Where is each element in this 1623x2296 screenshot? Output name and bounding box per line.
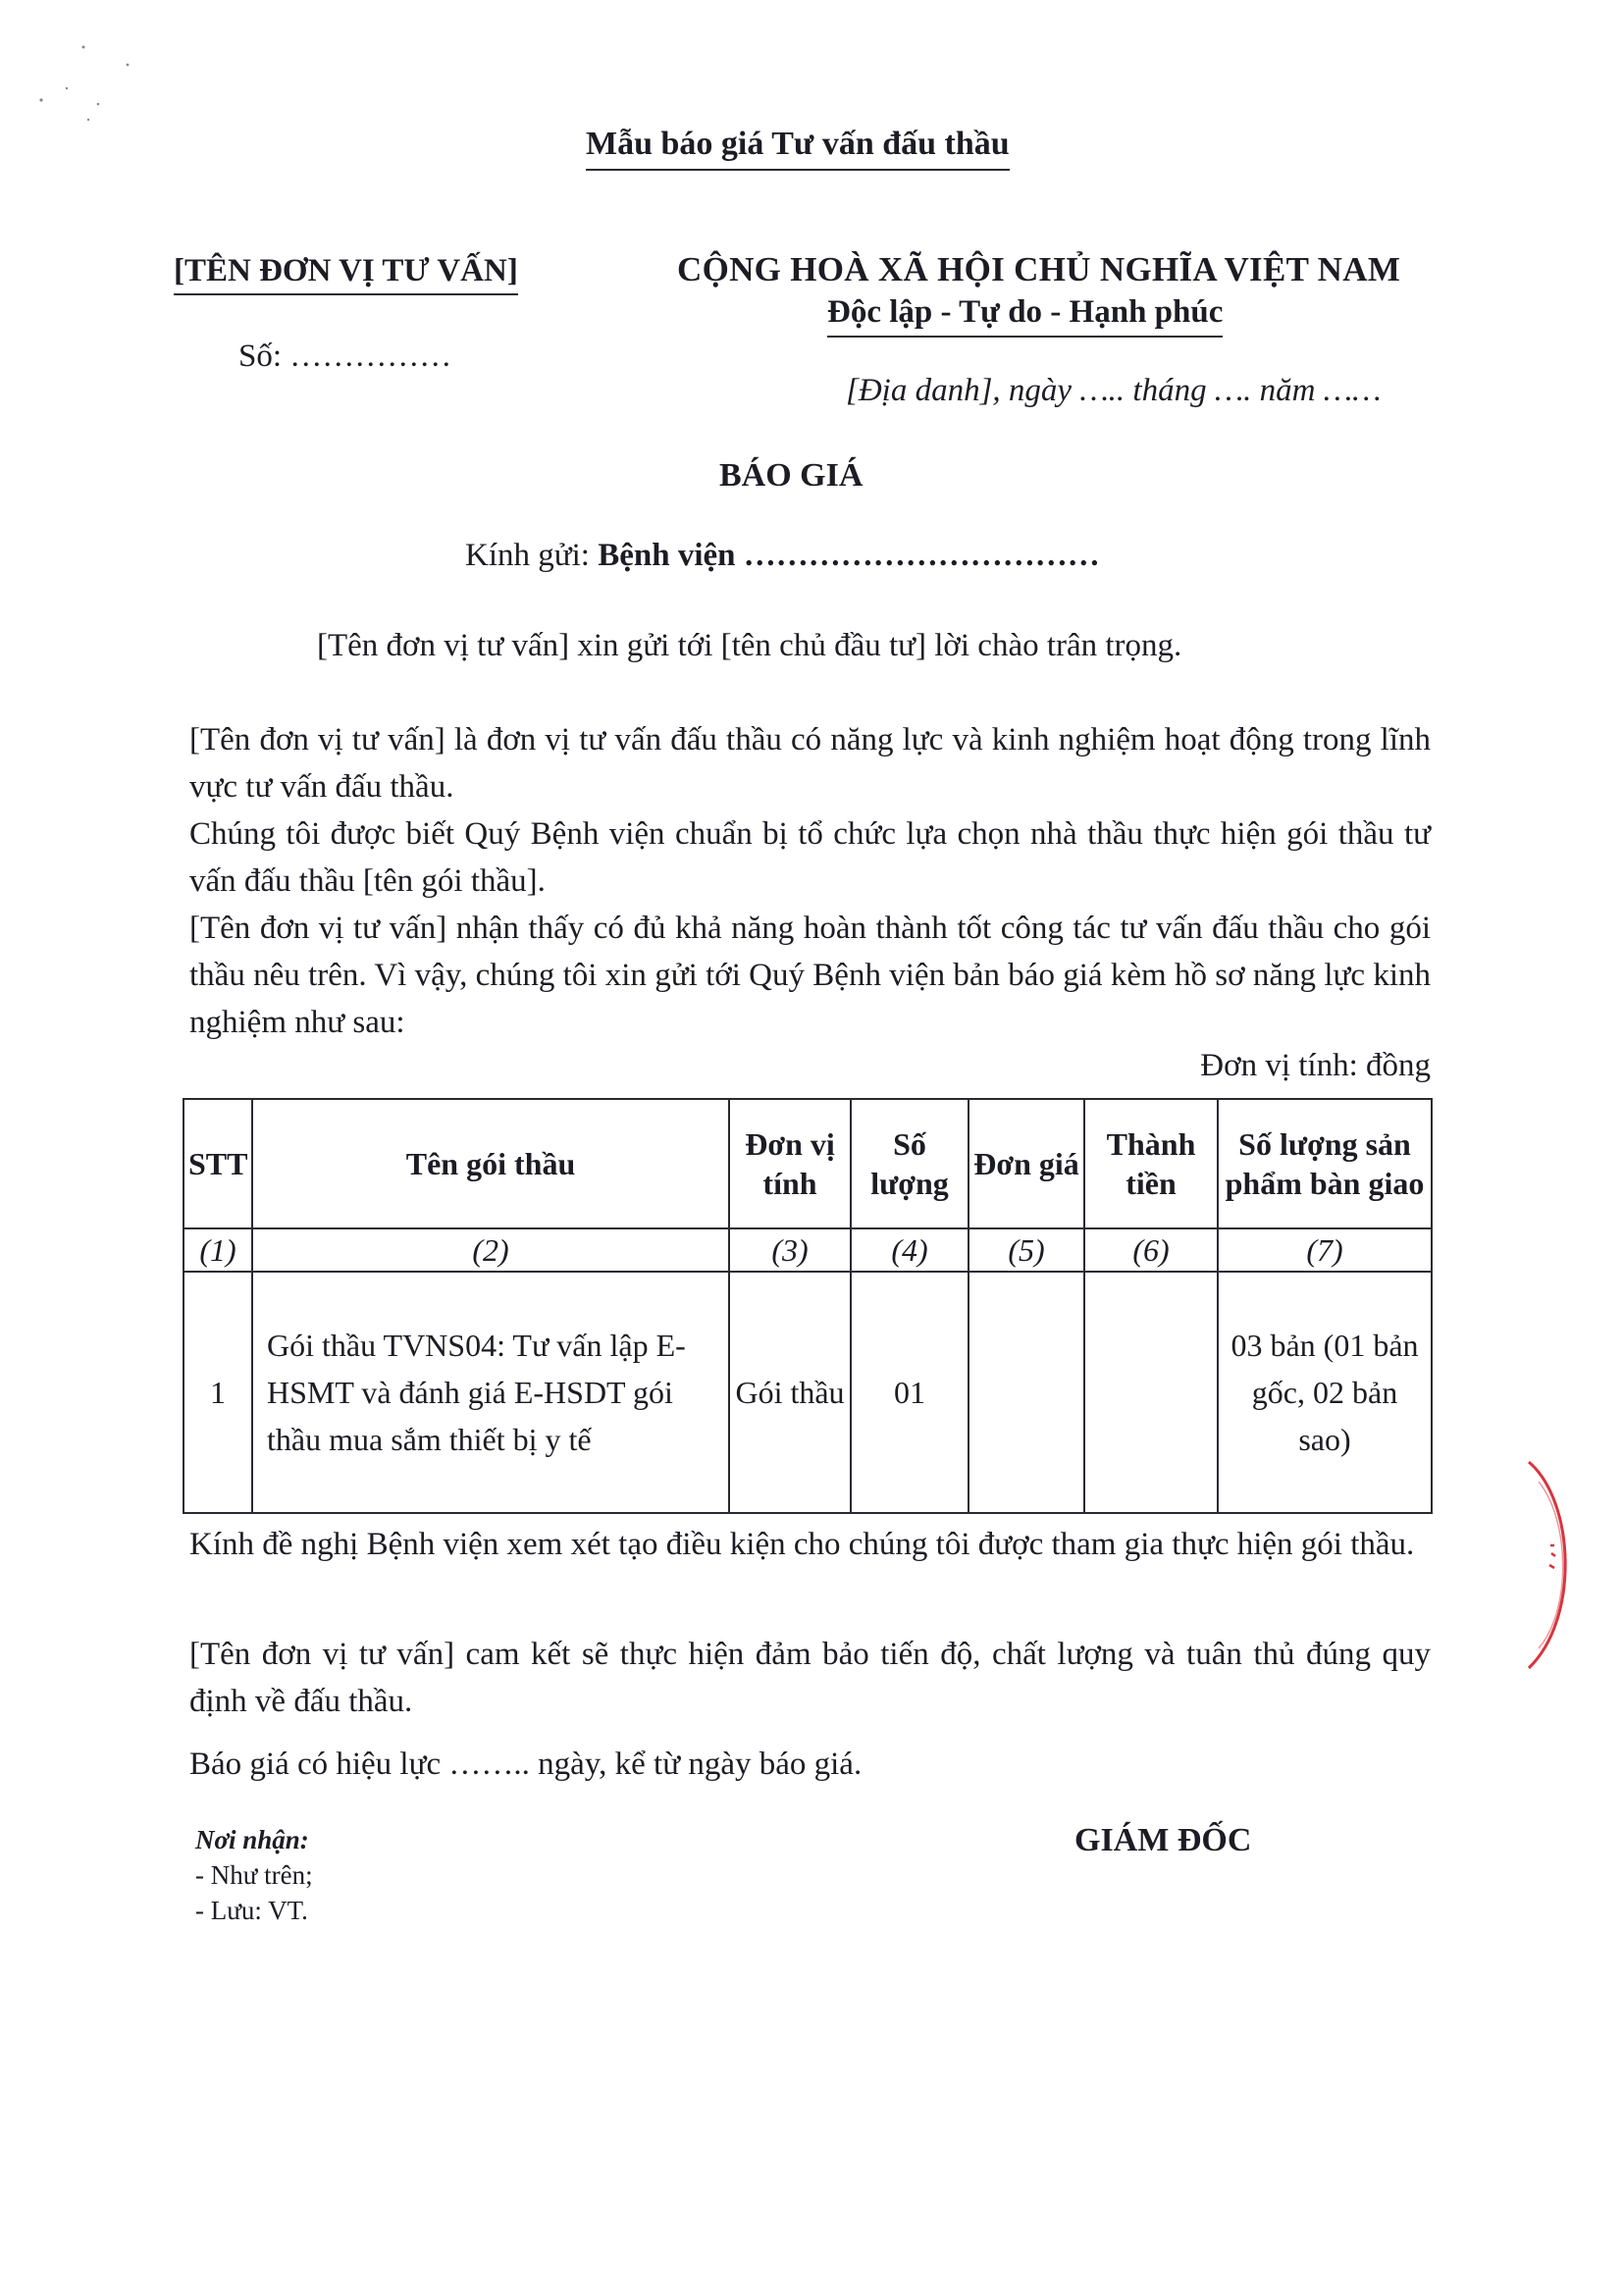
body-paragraph-3: [Tên đơn vị tư vấn] nhận thấy có đủ khả năng hoàn thành tốt công tác tư vấn đấu thầu cho gói thầu nêu trên. Vì vậy, chúng tôi xin gửi tới Quý Bệnh viện bản báo giá kèm hồ sơ năng lực kinh nghiệm như sau: (189, 911, 1431, 1040)
index-cell: (3) (729, 1228, 851, 1272)
closing-paragraph-3: Báo giá có hiệu lực …….. ngày, kể từ ngày báo giá. (189, 1747, 863, 1782)
row-stt: 1 (183, 1272, 252, 1513)
recipient-item: - Lưu: VT. (195, 1896, 308, 1925)
header-amount: Thành tiền (1084, 1099, 1218, 1228)
national-title: CỘNG HOÀ XÃ HỘI CHỦ NGHĨA VIỆT NAM (677, 250, 1401, 288)
header-unit-price: Đơn giá (969, 1099, 1084, 1228)
index-cell: (5) (969, 1228, 1084, 1272)
row-package-name: Gói thầu TVNS04: Tư vấn lập E-HSMT và đánh giá E-HSDT gói thầu mua sắm thiết bị y tế (252, 1272, 729, 1513)
header-unit: Đơn vị tính (729, 1099, 851, 1228)
quotation-heading: BÁO GIÁ (719, 457, 864, 494)
recipients-label: Nơi nhận: (195, 1825, 309, 1854)
document-title: Mẫu báo giá Tư vấn đấu thầu (586, 126, 1010, 171)
greeting-line: [Tên đơn vị tư vấn] xin gửi tới [tên chủ đầu tư] lời chào trân trọng. (317, 628, 1182, 663)
table-header-row (183, 1099, 1432, 1228)
row-quantity: 01 (851, 1272, 969, 1513)
index-cell: (1) (183, 1228, 252, 1272)
recipients-block (195, 1822, 313, 1928)
currency-unit-note: Đơn vị tính: đồng (1200, 1048, 1431, 1083)
row-unit-price (969, 1272, 1084, 1513)
header-quantity: Số lượng (851, 1099, 969, 1228)
index-cell: (6) (1084, 1228, 1218, 1272)
quotation-table (183, 1098, 1433, 1514)
header-deliverables: Số lượng sản phẩm bàn giao (1218, 1099, 1432, 1228)
header-package-name: Tên gói thầu (252, 1099, 729, 1228)
index-cell: (2) (252, 1228, 729, 1272)
addressee-line (465, 538, 1100, 574)
row-unit: Gói thầu (729, 1272, 851, 1513)
place-date-line: [Địa danh], ngày ….. tháng …. năm …… (846, 373, 1382, 408)
closing-paragraph-2: [Tên đơn vị tư vấn] cam kết sẽ thực hiện đảm bảo tiến độ, chất lượng và tuân thủ đúng quy định về đấu thầu. (189, 1637, 1431, 1719)
addressee-label: Kính gửi: (465, 538, 590, 573)
row-deliverables: 03 bản (01 bản gốc, 02 bản sao) (1218, 1272, 1432, 1513)
index-cell: (4) (851, 1228, 969, 1272)
signature-title: GIÁM ĐỐC (1074, 1822, 1252, 1858)
body-paragraph-2: Chúng tôi được biết Quý Bệnh viện chuẩn bị tổ chức lựa chọn nhà thầu thực hiện gói thầu tư vấn đấu thầu [tên gói thầu]. (189, 816, 1431, 899)
document-number: Số: …………… (238, 339, 452, 374)
body-paragraph-1: [Tên đơn vị tư vấn] là đơn vị tư vấn đấu thầu có năng lực và kinh nghiệm hoạt động trong lĩnh vực tư vấn đấu thầu. (189, 722, 1431, 805)
national-motto: Độc lập - Tự do - Hạnh phúc (827, 294, 1223, 338)
consultant-name-header: [TÊN ĐƠN VỊ TƯ VẤN] (174, 253, 518, 295)
table-index-row (183, 1228, 1432, 1272)
header-stt: STT (183, 1099, 252, 1228)
table-row (183, 1272, 1432, 1513)
red-seal-stamp (1521, 1452, 1599, 1678)
closing-paragraph-1: Kính đề nghị Bệnh viện xem xét tạo điều kiện cho chúng tôi được tham gia thực hiện gói thầu. (189, 1527, 1415, 1562)
index-cell: (7) (1218, 1228, 1432, 1272)
scan-specks (29, 39, 137, 128)
addressee-value: Bệnh viện …………………………… (598, 538, 1100, 573)
recipient-item: - Như trên; (195, 1860, 313, 1890)
row-amount (1084, 1272, 1218, 1513)
